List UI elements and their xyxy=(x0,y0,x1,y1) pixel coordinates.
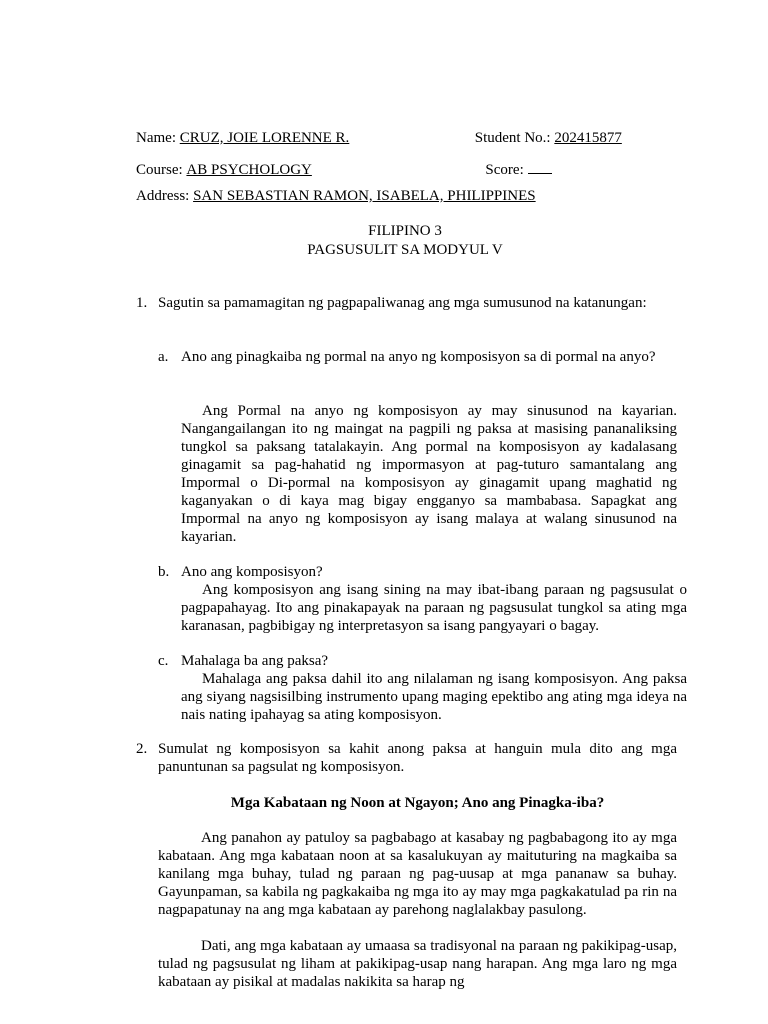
score-blank xyxy=(528,158,552,174)
essay-paragraph-2: Dati, ang mga kabataan ay umaasa sa tradisyonal na paraan ng pakikipag-usap, tulad ng pagsusulat ng liham at pakikipag-usap nang harapan. Ang mga laro ng mga kabataan ay pisikal at madalas nakikita sa harap ng xyxy=(158,938,677,990)
address-line xyxy=(136,187,536,205)
q1a-letter: a. xyxy=(158,349,169,365)
student-no-label: Student No.: xyxy=(474,130,555,146)
essay-title: Mga Kabataan ng Noon at Ngayon; Ano ang Pinagka-iba? xyxy=(230,795,605,811)
q1c-question: Mahalaga ba ang paksa? xyxy=(181,653,329,669)
title-line-2: PAGSUSULIT SA MODYUL V xyxy=(307,242,503,258)
address-value: SAN SEBASTIAN RAMON, ISABELA, PHILIPPINES xyxy=(193,188,536,204)
course-line xyxy=(136,158,552,179)
essay-paragraph-1: Ang panahon ay patuloy sa pagbabago at kasabay ng pagbabagong ito ay mga kabataan. Ang mga kabataan noon at sa kasalukuyan ay maituturing na magkaiba sa kanilang mga buhay, tulad ng paraan ng pag-uusap at mga pananaw sa buhay. Gayunpaman, sa kabila ng pagkakaiba ng mga ito ay may mga pagkakatulad pa rin na nagpapatunay na ang mga kabataan ay parehong naglalakbay pasulong. xyxy=(158,830,677,918)
q1b-letter: b. xyxy=(158,564,170,580)
q1b-answer: Ang komposisyon ang isang sining na may ibat-ibang paraan ng pagsusulat o pagpapahayag. Ito ang pinakapayak na paraan ng pagsusulat tungkol sa ating mga karanasan, pagbibigay ng interpretasyon sa isang pangyayari o bagay. xyxy=(181,582,687,634)
q2-number: 2. xyxy=(136,741,148,757)
score-label: Score: xyxy=(485,162,528,178)
q1b-question: Ano ang komposisyon? xyxy=(181,564,323,580)
address-label: Address: xyxy=(136,188,194,204)
q2-text: Sumulat ng komposisyon sa kahit anong paksa at hanguin mula dito ang mga panuntunan sa pagsulat ng komposisyon. xyxy=(158,741,677,775)
q1c-letter: c. xyxy=(158,653,169,669)
course-label: Course: xyxy=(136,162,187,178)
q1a-answer: Ang Pormal na anyo ng komposisyon ay may sinusunod na kayarian. Nangangailangan ito ng maingat na pagpili ng paksa at masising pananaliksing tungkol sa paksang tatalakayin. Ang pormal na komposisyon ay kadalasang ginagamit sa pag-hahatid ng impormasyon at pag-tuturo samantalang ang Impormal o Di-pormal na komposisyon ay ginagamit upang maghatid ng kaganyakan o di kaya mag bigay engganyo sa mambabasa. Sapagkat ang Impormal na anyo ng komposisyon ay isang malaya at walang sinusunod na kayarian. xyxy=(181,403,677,545)
q1-number: 1. xyxy=(136,295,148,311)
q1-text: Sagutin sa pamamagitan ng pagpapaliwanag ang mga sumusunod na katanungan: xyxy=(158,295,647,311)
q1c-answer: Mahalaga ang paksa dahil ito ang nilalaman ng isang komposisyon. Ang paksa ang siyang nagsisilbing instrumento upang maging epektibo ang ating mga ideya na nais nating ipahayag sa ating komposisyon. xyxy=(181,671,687,723)
name-label: Name: xyxy=(136,130,180,146)
q1a-question: Ano ang pinagkaiba ng pormal na anyo ng komposisyon sa di pormal na anyo? xyxy=(181,349,656,365)
name-value: CRUZ, JOIE LORENNE R. xyxy=(179,130,350,146)
student-no-value: 202415877 xyxy=(554,130,622,146)
course-value: AB PSYCHOLOGY xyxy=(186,162,312,178)
name-line xyxy=(136,129,622,147)
title-line-1: FILIPINO 3 xyxy=(368,223,442,239)
